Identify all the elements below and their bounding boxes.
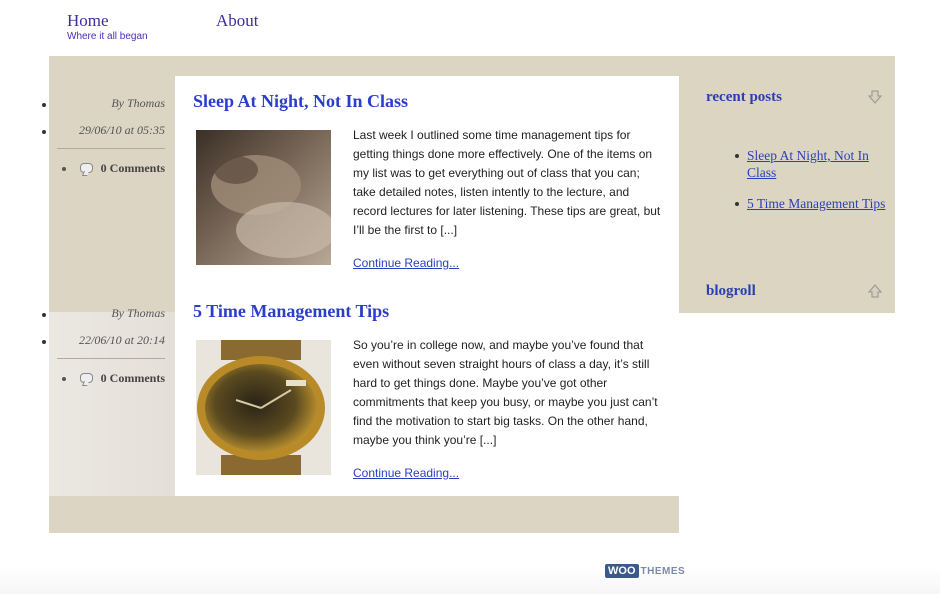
- woothemes-logo[interactable]: [605, 562, 686, 580]
- post-meta-2: [49, 300, 175, 400]
- comments-link[interactable]: [80, 371, 165, 386]
- list-bullet: [42, 313, 46, 317]
- comments-link[interactable]: [80, 161, 165, 176]
- main-content: [175, 76, 679, 496]
- logo-woo-text: WOO: [605, 564, 639, 578]
- meta-divider: [57, 148, 165, 149]
- post-author: By Thomas: [111, 96, 165, 110]
- comment-icon: [80, 373, 93, 383]
- recent-post-link[interactable]: Sleep At Night, Not In Class: [747, 147, 887, 181]
- arrow-down-icon[interactable]: [868, 90, 882, 104]
- arrow-up-icon[interactable]: [868, 284, 882, 298]
- list-bullet: [62, 167, 66, 171]
- post-meta-1: [49, 90, 175, 190]
- meta-divider: [57, 358, 165, 359]
- list-bullet: [42, 130, 46, 134]
- post-excerpt: Last week I outlined some time management tips for getting things done more effectively. One of the items on my list was to get everything out of class that you can; take detailed notes, listen intently to the lecture, and record lectures for later listening. These tips are great, but I’ll be the first to [...]: [353, 128, 661, 237]
- list-bullet: [42, 103, 46, 107]
- comments-count: 0 Comments: [100, 371, 165, 385]
- post-datetime: 22/06/10 at 20:14: [79, 333, 165, 347]
- post-thumbnail[interactable]: [196, 340, 331, 475]
- post-title-link[interactable]: Sleep At Night, Not In Class: [193, 91, 409, 111]
- continue-reading-link[interactable]: Continue Reading...: [353, 256, 460, 270]
- post-excerpt: So you’re in college now, and maybe you’ve found that even without seven straight hours of class a day, it’s still hard to get things done. Maybe you’ve got other commitments that keep you busy, or maybe you just can’t find the motivation to start big tasks. On the other hand, maybe you think you’re [...]: [353, 338, 658, 447]
- post-thumbnail[interactable]: [196, 130, 331, 265]
- comment-icon: [80, 163, 93, 173]
- top-nav: [0, 0, 940, 56]
- list-bullet: [62, 377, 66, 381]
- continue-reading-link[interactable]: Continue Reading...: [353, 466, 460, 480]
- nav-home-link[interactable]: Home: [67, 11, 109, 30]
- post-datetime: 29/06/10 at 05:35: [79, 123, 165, 137]
- recent-posts-title: recent posts: [706, 89, 782, 105]
- comments-count: 0 Comments: [100, 161, 165, 175]
- logo-themes-text: THEMES: [640, 565, 686, 577]
- nav-about-link[interactable]: About: [216, 11, 259, 30]
- post-title-link[interactable]: 5 Time Management Tips: [193, 301, 390, 321]
- footer-background: [0, 566, 940, 594]
- recent-post-link[interactable]: 5 Time Management Tips: [747, 196, 886, 211]
- blogroll-title: blogroll: [706, 283, 756, 299]
- nav-home-subtitle: Where it all began: [67, 31, 148, 42]
- recent-posts-list: [747, 147, 887, 212]
- post-author: By Thomas: [111, 306, 165, 320]
- list-bullet: [42, 340, 46, 344]
